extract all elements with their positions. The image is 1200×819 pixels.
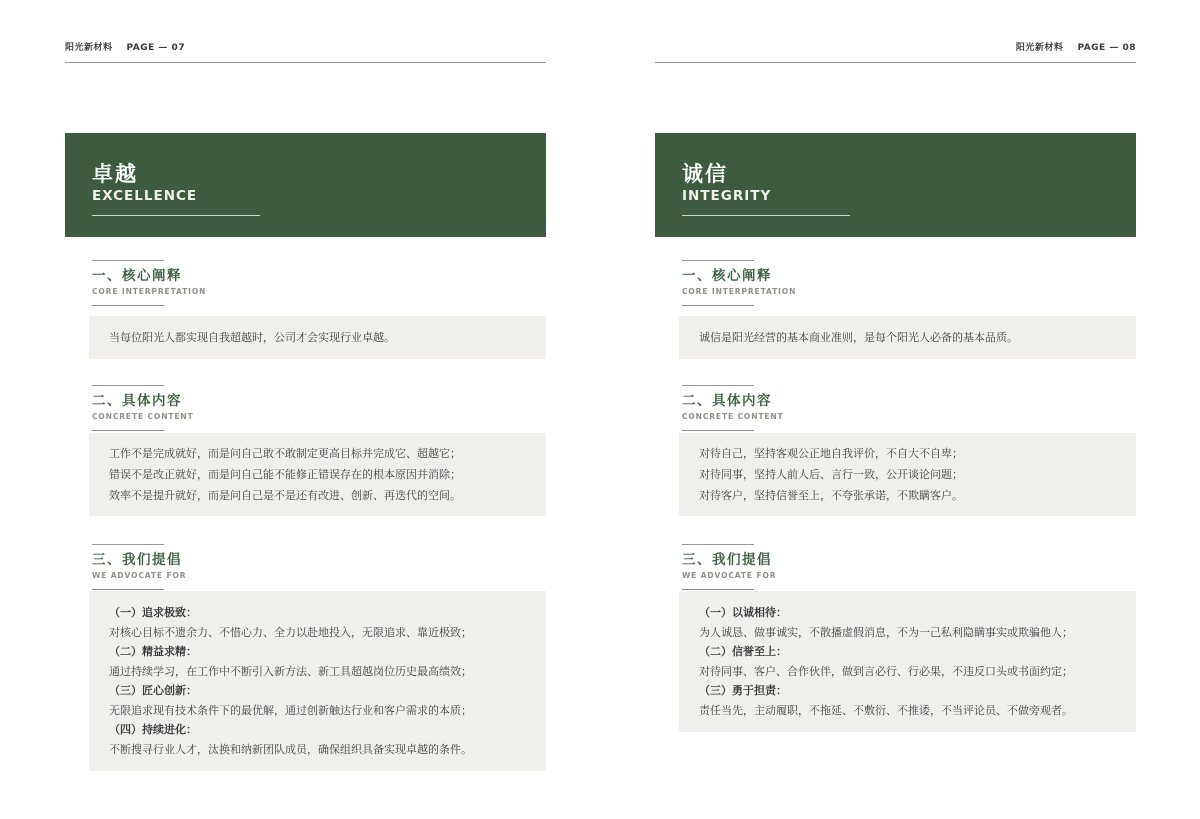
section-underline [682,430,754,431]
content-line-heading: （三）勇于担责： [699,684,787,697]
section-subtitle: CONCRETE CONTENT [682,412,784,421]
section-title: 二、具体内容 [92,393,182,409]
section-underline [92,305,164,306]
running-head [65,40,546,53]
section-overline [682,385,754,386]
content-line: 诚信是阳光经营的基本商业准则，是每个阳光人必备的基本品质。 [699,331,1018,344]
section-title: 一、核心阐释 [92,268,182,284]
section-heading-core-interpretation [682,260,796,306]
section-subtitle: WE ADVOCATE FOR [682,571,777,580]
content-box-we-advocate [679,591,1136,732]
content-line: 对待自己，坚持客观公正地自我评价，不自大不自卑； [699,447,963,460]
running-head-rule [65,62,546,63]
company-name: 阳光新材料 [1015,43,1064,53]
value-banner-excellence [65,133,546,237]
content-line: 当每位阳光人都实现自我超越时，公司才会实现行业卓越。 [109,331,395,344]
banner-underline [682,215,850,216]
page-number: PAGE — 07 [126,43,186,53]
content-box-concrete-content [679,433,1136,516]
content-line: 对待同事，坚持人前人后、言行一致，公开谈论问题； [699,468,963,481]
section-underline [92,430,164,431]
content-line: 无限追求现有技术条件下的最优解，通过创新触达行业和客户需求的本质； [109,703,472,717]
section-title: 三、我们提倡 [682,552,772,568]
company-name: 阳光新材料 [65,43,113,53]
content-line: 工作不是完成就好，而是问自己敢不敢制定更高目标并完成它、超越它； [109,447,461,460]
content-box-concrete-content [89,433,546,516]
section-heading-concrete-content [92,385,194,431]
banner-subtitle: INTEGRITY [682,188,772,204]
content-line-heading: （四）持续进化： [109,723,197,736]
section-underline [682,305,754,306]
section-subtitle: CONCRETE CONTENT [92,412,194,421]
value-banner-integrity [655,133,1136,237]
content-line-heading: （一）以诚相待： [699,606,787,619]
content-line-heading: （一）追求极致： [109,606,197,619]
content-line: 对核心目标不遗余力、不惜心力、全力以赴地投入，无限追求、靠近极致； [109,625,472,639]
section-overline [92,260,164,261]
content-line: 为人诚恳、做事诚实，不散播虚假消息，不为一己私利隐瞒事实或欺骗他人； [699,625,1073,639]
running-head-rule [655,62,1136,63]
section-heading-core-interpretation [92,260,206,306]
content-line-heading: （三）匠心创新： [109,684,197,697]
content-line: 对待客户，坚持信誉至上，不夸张承诺，不欺瞒客户。 [699,489,963,502]
content-box-we-advocate [89,591,546,771]
page-number: PAGE — 08 [1077,43,1136,53]
content-line: 对待同事、客户、合作伙伴，做到言必行、行必果，不违反口头或书面约定； [699,664,1073,678]
section-underline [92,589,164,590]
section-overline [682,260,754,261]
section-subtitle: CORE INTERPRETATION [92,287,207,296]
section-underline [682,589,754,590]
content-box-core-interpretation [89,316,546,359]
content-line: 错误不是改正就好，而是问自己能不能修正错误存在的根本原因并消除； [109,468,461,481]
banner-underline [92,215,260,216]
page-07 [65,0,546,819]
section-overline [92,544,164,545]
content-line: 通过持续学习，在工作中不断引入新方法、新工具超越岗位历史最高绩效； [109,664,472,678]
page-08 [655,0,1136,819]
content-line: 效率不是提升就好，而是问自己是不是还有改进、创新、再迭代的空间。 [109,489,461,502]
section-subtitle: WE ADVOCATE FOR [92,571,187,580]
content-line: 责任当先，主动履职，不拖延、不敷衍、不推诿，不当评论员、不做旁观者。 [699,703,1073,717]
section-heading-we-advocate [92,544,186,590]
content-line-heading: （二）精益求精： [109,645,197,658]
running-head [655,40,1136,53]
section-heading-concrete-content [682,385,784,431]
content-line-heading: （二）信誉至上： [699,645,787,658]
section-title: 三、我们提倡 [92,552,182,568]
section-overline [92,385,164,386]
section-overline [682,544,754,545]
section-title: 二、具体内容 [682,393,772,409]
banner-title: 诚信 [682,162,728,186]
section-heading-we-advocate [682,544,776,590]
content-box-core-interpretation [679,316,1136,359]
banner-subtitle: EXCELLENCE [92,188,198,204]
banner-title: 卓越 [92,162,138,186]
section-title: 一、核心阐释 [682,268,772,284]
content-line: 不断搜寻行业人才，汰换和纳新团队成员，确保组织具备实现卓越的条件。 [109,742,472,756]
section-subtitle: CORE INTERPRETATION [682,287,797,296]
